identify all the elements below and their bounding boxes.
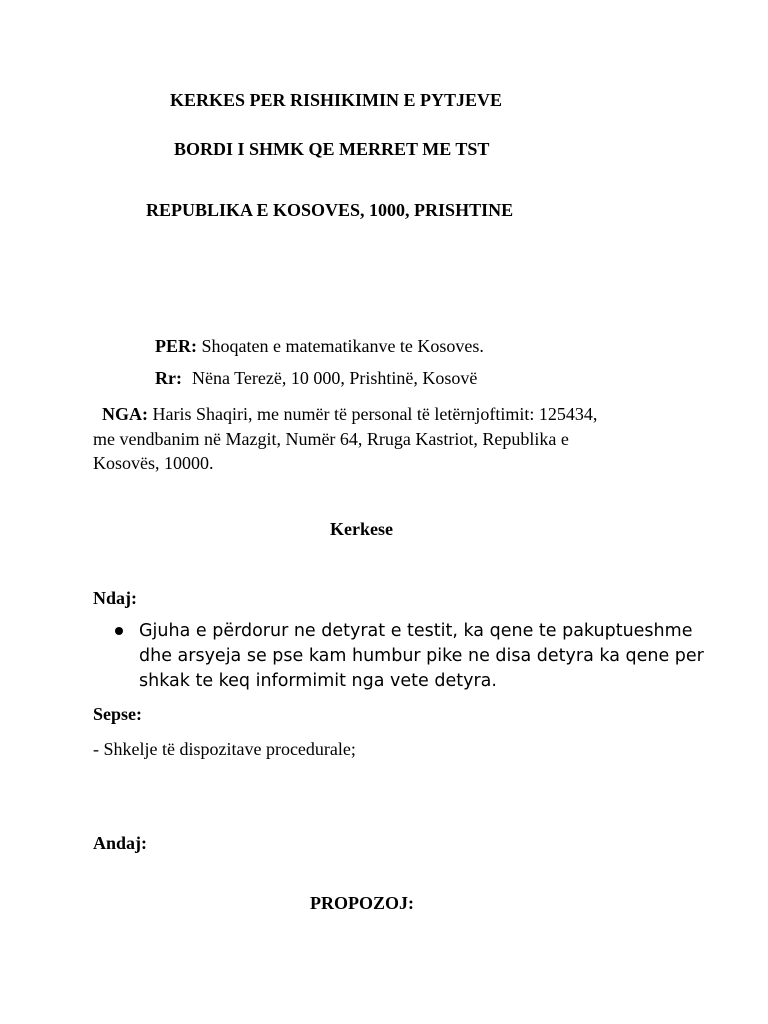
sender-line-2: me vendbanim në Mazgit, Numër 64, Rruga Kastriot, Republika e xyxy=(93,429,569,449)
rr-value: Nëna Terezë, 10 000, Prishtinë, Kosovë xyxy=(191,368,478,388)
sender-line-1 xyxy=(102,404,597,425)
per-value: Shoqaten e matematikanve te Kosoves. xyxy=(197,336,484,356)
addressee-line xyxy=(155,336,484,357)
bullet-icon xyxy=(115,627,123,635)
propozoj-label: PROPOZOJ: xyxy=(310,893,414,913)
sepse-label: Sepse: xyxy=(93,704,142,724)
sender-text-1: Haris Shaqiri, me numër të personal të letërnjoftimit: 125434, xyxy=(148,404,598,424)
bullet-text-line-3: shkak te keq informimit nga vete detyra. xyxy=(139,671,497,691)
street-line xyxy=(155,368,477,389)
board-title: BORDI I SHMK QE MERRET ME TST xyxy=(174,139,490,159)
sender-line-3: Kosovës, 10000. xyxy=(93,453,214,473)
rr-label: Rr: xyxy=(155,368,182,388)
per-label: PER: xyxy=(155,336,197,356)
section-title: Kerkese xyxy=(330,519,393,539)
bullet-text-line-1: Gjuha e përdorur ne detyrat e testit, ka qene te pakuptueshme xyxy=(139,621,693,641)
nga-label: NGA: xyxy=(102,404,148,424)
sepse-item: - Shkelje të dispozitave procedurale; xyxy=(93,739,356,759)
andaj-label: Andaj: xyxy=(93,833,148,853)
ndaj-label: Ndaj: xyxy=(93,588,137,608)
bullet-text-line-2: dhe arsyeja se pse kam humbur pike ne disa detyra ka qene per xyxy=(139,646,704,666)
republic-address: REPUBLIKA E KOSOVES, 1000, PRISHTINE xyxy=(146,200,514,220)
document-title: KERKES PER RISHIKIMIN E PYTJEVE xyxy=(170,90,503,110)
